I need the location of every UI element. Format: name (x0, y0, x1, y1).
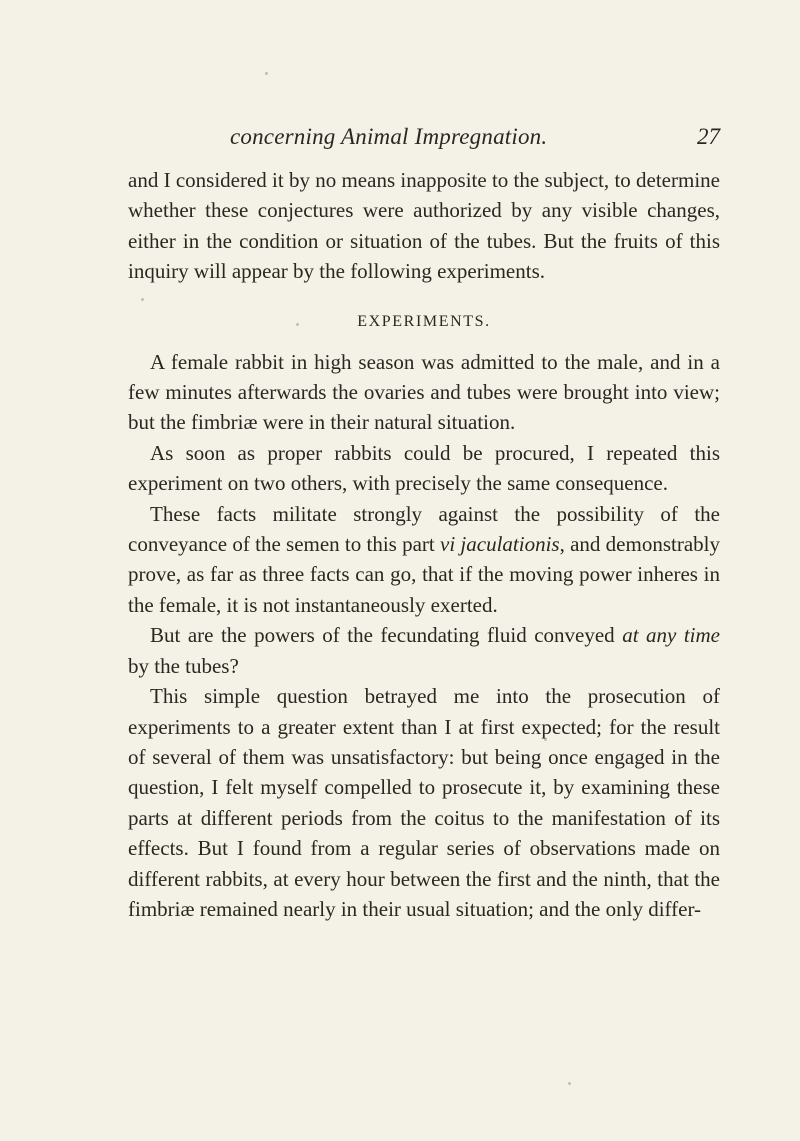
paragraph-3-italic: vi jaculationis (440, 532, 560, 557)
paragraph-4-text-b: by the tubes? (128, 653, 239, 678)
page-number: 27 (697, 124, 720, 149)
paragraph-4 (128, 620, 720, 681)
paragraph-3 (128, 499, 720, 621)
paper-speck (141, 298, 144, 301)
paper-speck (568, 1082, 571, 1085)
paragraph-2: As soon as proper rabbits could be procured, I repeated this experiment on two others, with precisely the same consequence. (128, 440, 720, 496)
paragraph-5: This simple question betrayed me into the prosecution of experiments to a greater extent than I at first expected; for the result of several of them was unsatisfactory: but being once engaged in the question, I felt myself compelled to prosecute it, by examining these parts at different periods from the coitus to the manifestation of its effects. But I found from a regular series of observations made on different rabbits, at every hour between the first and the ninth, that the fimbriæ remained nearly in their usual situation; and the only differ- (128, 684, 720, 921)
paper-speck (296, 323, 299, 326)
paper-speck (544, 738, 547, 741)
paragraph-4-italic: at any time (622, 623, 720, 648)
paragraph-3-text-a: These facts militate strongly against the possibility of the conveyance of the semen to this part (128, 501, 720, 557)
page-header (230, 124, 720, 156)
paragraph-3-text-b: , and demonstrably prove, as far as three facts can go, that if the moving power inheres in the female, it is not instantaneously exerted. (128, 532, 720, 617)
page-body (128, 165, 720, 924)
intro-paragraph: and I considered it by no means inapposite to the subject, to determine whether these conjectures were authorized by any visible changes, either in the condition or situation of the tubes. But the fruits of this inquiry will appear by the following experiments. (128, 168, 720, 284)
section-heading: EXPERIMENTS. (357, 312, 491, 330)
paper-speck (265, 72, 268, 75)
paragraph-4-text-a: But are the powers of the fecundating fluid conveyed (150, 623, 623, 648)
paragraph-1: A female rabbit in high season was admitted to the male, and in a few minutes afterwards the ovaries and tubes were brought into view; but the fimbriæ were in their natural situation. (128, 349, 720, 435)
running-title: concerning Animal Impregnation. (230, 124, 548, 149)
